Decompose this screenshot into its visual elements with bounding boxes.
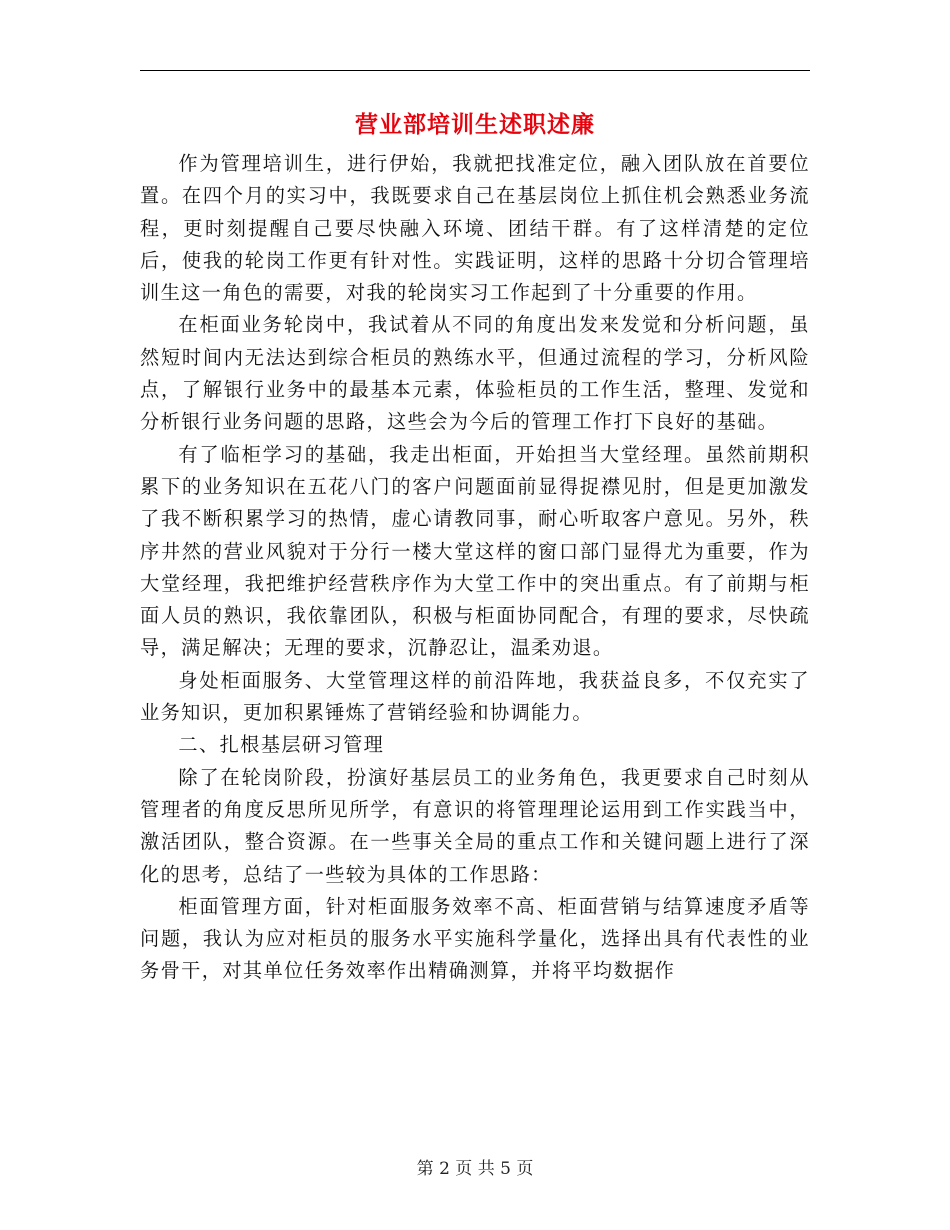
- document-body: [140, 148, 810, 988]
- paragraph-3: 有了临柜学习的基础，我走出柜面，开始担当大堂经理。虽然前期积累下的业务知识在五花八门的客户问题面前显得捉襟见肘，但是更加激发了我不断积累学习的热情，虚心请教同事，耐心听取客户意见。另外，秩序井然的营业风貌对于分行一楼大堂这样的窗口部门显得尤为重要，作为大堂经理，我把维护经营秩序作为大堂工作中的突出重点。有了前期与柜面人员的熟识，我依靠团队，积极与柜面协同配合，有理的要求，尽快疏导，满足解决；无理的要求，沉静忍让，温柔劝退。: [140, 442, 810, 660]
- page-number-footer: 第 2 页 共 5 页: [416, 1159, 534, 1179]
- paragraph-6: 柜面管理方面，针对柜面服务效率不高、柜面营销与结算速度矛盾等问题，我认为应对柜员的服务水平实施科学量化，选择出具有代表性的业务骨干，对其单位任务效率作出精确测算，并将平均数据作: [140, 894, 810, 983]
- paragraph-5: 除了在轮岗阶段，扮演好基层员工的业务角色，我更要求自己时刻从管理者的角度反思所见所学，有意识的将管理理论运用到工作实践当中，激活团队，整合资源。在一些事关全局的重点工作和关键问题上进行了深化的思考，总结了一些较为具体的工作思路：: [140, 765, 810, 886]
- header-rule: [140, 70, 810, 71]
- section-heading: 二、扎根基层研习管理: [178, 733, 385, 757]
- paragraph-4: 身处柜面服务、大堂管理这样的前沿阵地，我获益良多，不仅充实了业务知识，更加积累锤炼了营销经验和协调能力。: [140, 668, 810, 725]
- paragraph-1: 作为管理培训生，进行伊始，我就把找准定位，融入团队放在首要位置。在四个月的实习中，我既要求自己在基层岗位上抓住机会熟悉业务流程，更时刻提醒自己要尽快融入环境、团结干群。有了这样清楚的定位后，使我的轮岗工作更有针对性。实践证明，这样的思路十分切合管理培训生这一角色的需要，对我的轮岗实习工作起到了十分重要的作用。: [140, 152, 810, 305]
- document-title: 营业部培训生述职述廉: [355, 111, 595, 138]
- paragraph-2: 在柜面业务轮岗中，我试着从不同的角度出发来发觉和分析问题，虽然短时间内无法达到综合柜员的熟练水平，但通过流程的学习，分析风险点，了解银行业务中的最基本元素，体验柜员的工作生活，整理、发觉和分析银行业务问题的思路，这些会为今后的管理工作打下良好的基础。: [140, 313, 810, 434]
